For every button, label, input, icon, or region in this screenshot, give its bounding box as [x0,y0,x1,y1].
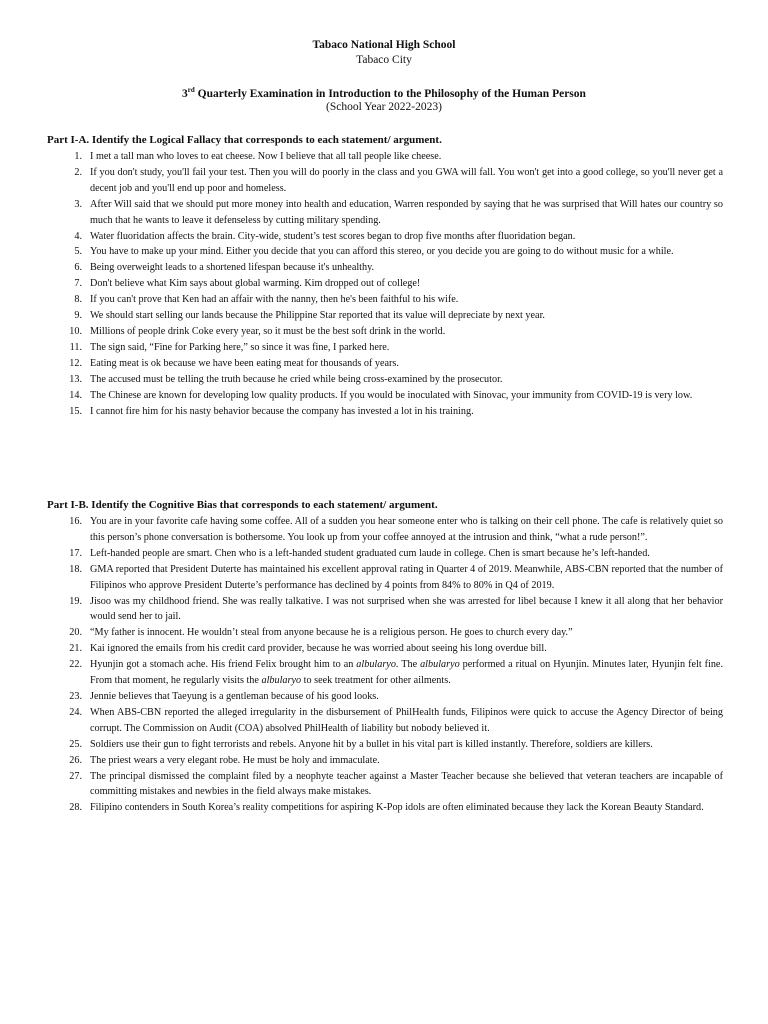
question-text: Water fluoridation affects the brain. City-wide, student’s test scores began to drop five months after fluoridation began. [90,230,576,242]
question-item [47,308,723,324]
question-number: 23. [69,690,82,702]
question-item [47,372,723,388]
question-number: 19. [69,595,82,607]
question-text: Soldiers use their gun to fight terrorists and rebels. Anyone hit by a bullet in his vital part is killed instantly. Therefore, soldiers are killers. [90,738,653,750]
question-number: 11. [69,341,82,353]
question-text: If you don't study, you'll fail your test. Then you will do poorly in the class and you GWA will fall. You won't get into a good college, so you'll never get a decent job and you'll end up poor and homeless. [90,166,723,194]
question-item [47,562,723,594]
question-text: The principal dismissed the complaint filed by a neophyte teacher against a Master Teacher because she believed that veteran teachers are incapable of committing mistakes and newbies in the field always make mistakes. [90,770,723,798]
question-item [47,657,723,689]
question-item [47,356,723,372]
question-item [47,514,723,546]
exam-title-rest: Quarterly Examination in Introduction to the Philosophy of the Human Person [194,87,586,100]
question-number: 2. [74,166,82,178]
part-1a-title: Part I-A. Identify the Logical Fallacy that corresponds to each statement/ argument. [47,134,442,146]
question-text: After Will said that we should put more money into health and education, Warren responded by saying that he was surprised that Will hates our country so much that he wants to leave it defenseless by cutting military spending. [90,198,723,226]
question-number: 25. [69,738,82,750]
question-item [47,292,723,308]
question-item [47,229,723,245]
question-number: 22. [69,659,82,671]
question-text: Filipino contenders in South Korea’s reality competitions for aspiring K-Pop idols are often eliminated because they lack the Korean Beauty Standard. [90,802,704,814]
question-item [47,244,723,260]
question-text: We should start selling our lands because the Philippine Star reported that its value will depreciate by next year. [90,310,545,322]
question-item [47,546,723,562]
question-number: 18. [69,563,82,575]
school-city: Tabaco City [356,54,412,66]
question-item [47,705,723,737]
question-text: The sign said, “Fine for Parking here,” so since it was fine, I parked here. [90,341,390,353]
question-text: If you can't prove that Ken had an affair with the nanny, then he's been faithful to his wife. [90,294,459,306]
question-item [47,800,723,816]
question-number: 21. [69,643,82,655]
school-name: Tabaco National High School [312,39,456,51]
question-text: The priest wears a very elegant robe. He must be holy and immaculate. [90,754,380,766]
question-number: 17. [69,547,82,559]
question-text: When ABS-CBN reported the alleged irregularity in the disbursement of PhilHealth funds, Filipinos were quick to accuse the Agency Director of being corrupt. The Commission on Audit (COA) absolved PhilHealth of liability but nobody believed it. [90,706,723,734]
exam-ordinal-suffix: rd [187,86,195,94]
school-year: (School Year 2022-2023) [326,101,442,113]
question-item [47,276,723,292]
question-number: 27. [69,770,82,782]
question-item [47,769,723,801]
question-text: Left-handed people are smart. Chen who is a left-handed student graduated cum laude in college. Chen is smart because he’s left-handed. [90,547,650,559]
question-text: Jennie believes that Taeyung is a gentleman because of his good looks. [90,690,379,702]
question-item [47,753,723,769]
question-text: You have to make up your mind. Either you decide that you can afford this stereo, or you decide you are going to do without music for a while. [90,246,674,258]
question-number: 8. [74,294,82,306]
part-1a-list [47,149,723,419]
question-number: 28. [69,802,82,814]
question-item [47,404,723,420]
question-number: 5. [74,246,82,258]
question-item [47,388,723,404]
question-number: 16. [69,516,82,527]
question-item [47,625,723,641]
question-item [47,260,723,276]
question-number: 26. [69,754,82,766]
question-item [47,594,723,626]
question-number: 4. [74,230,82,242]
question-number: 13. [69,373,82,385]
question-text: The Chinese are known for developing low quality products. If you would be inoculated with Sinovac, your immunity from COVID-19 is very low. [90,389,693,401]
question-number: 3. [74,198,82,210]
question-number: 20. [69,627,82,639]
question-text: Don't believe what Kim says about global warming. Kim dropped out of college! [90,278,421,290]
question-text: Hyunjin got a stomach ache. His friend Felix brought him to an albularyo. The albularyo performed a ritual on Hyunjin. Minutes later, Hyunjin felt fine. From that moment, he regularly visits the albularyo to seek treatment for other ailments. [90,659,724,687]
question-item [47,737,723,753]
question-item [47,165,723,197]
question-number: 1. [74,151,82,162]
question-text: Eating meat is ok because we have been eating meat for thousands of years. [90,357,399,369]
question-text: The accused must be telling the truth because he cried while being cross-examined by the prosecutor. [90,373,503,385]
part-1b-list [47,514,723,816]
question-item [47,324,723,340]
question-text: I met a tall man who loves to eat cheese. Now I believe that all tall people like cheese. [90,151,442,162]
question-text: GMA reported that President Duterte has maintained his excellent approval rating in Quarter 4 of 2019. Meanwhile, ABS-CBN reported that the number of Filipinos who approve President Duterte’s performance has declined by 4 points from 84% to 80% in Q4 of 2019. [90,563,723,591]
question-text: You are in your favorite cafe having some coffee. All of a sudden you hear someone enter who is talking on their cell phone. The cafe is relatively quiet so this person’s phone conversation is bothersome. You look up from your coffee annoyed at the intrusion and think, “what a rude person!”. [90,516,723,543]
question-text: Kai ignored the emails from his credit card provider, because he was worried about seeing his long overdue bill. [90,643,547,655]
question-text: I cannot fire him for his nasty behavior because the company has invested a lot in his training. [90,405,474,417]
question-item [47,149,723,165]
question-number: 15. [69,405,82,417]
part-1b-title: Part I-B. Identify the Cognitive Bias that corresponds to each statement/ argument. [47,499,438,511]
question-number: 10. [69,325,82,337]
question-text: “My father is innocent. He wouldn’t steal from anyone because he is a religious person. He goes to church every day.” [90,627,573,639]
exam-title [0,86,768,100]
question-item [47,197,723,229]
question-number: 12. [69,357,82,369]
question-text: Jisoo was my childhood friend. She was really talkative. I was not surprised when she was arrested for libel because I knew it all along that her behavior would send her to jail. [90,595,723,623]
question-text: Millions of people drink Coke every year, so it must be the best soft drink in the world. [90,325,446,337]
question-number: 14. [69,389,82,401]
question-item [47,641,723,657]
question-number: 6. [74,262,82,274]
question-text: Being overweight leads to a shortened lifespan because it's unhealthy. [90,262,375,274]
question-item [47,689,723,705]
exam-ordinal: 3 [182,87,188,100]
question-number: 7. [74,278,82,290]
question-number: 24. [69,706,82,718]
question-number: 9. [74,310,82,322]
question-item [47,340,723,356]
